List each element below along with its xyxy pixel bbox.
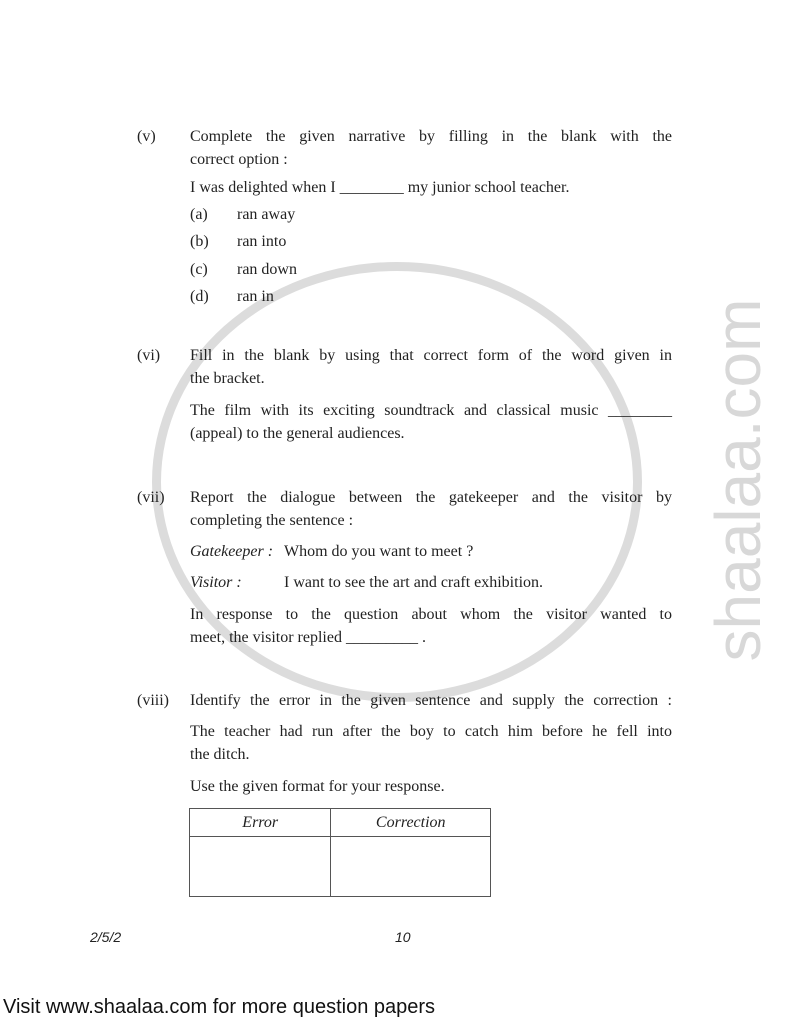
option-text: ran into	[237, 233, 287, 250]
question-body: The film with its exciting soundtrack and classical music ________	[190, 402, 672, 419]
page-number: 10	[395, 929, 411, 945]
error-cell	[190, 837, 331, 897]
option-letter: (b)	[190, 233, 209, 250]
question-text: Identify the error in the given sentence and supply the correction :	[190, 692, 672, 709]
question-sentence: I was delighted when I ________ my junior school teacher.	[190, 179, 570, 196]
question-number: (vi)	[137, 347, 161, 364]
option-text: ran in	[237, 288, 274, 305]
table-header-correction: Correction	[331, 809, 491, 837]
option-letter: (c)	[190, 261, 208, 278]
table-header-error: Error	[190, 809, 331, 837]
option-text: ran down	[237, 261, 297, 278]
option-text: ran away	[237, 206, 296, 223]
format-instruction: Use the given format for your response.	[190, 778, 445, 795]
question-number: (vii)	[137, 489, 165, 506]
watermark-text: shaalaa.com	[702, 298, 774, 662]
question-text: Fill in the blank by using that correct form of the word given in	[190, 347, 672, 364]
dialogue-line: I want to see the art and craft exhibition.	[284, 574, 544, 591]
question-text: Report the dialogue between the gatekeeper and the visitor by	[190, 489, 672, 506]
question-text: the bracket.	[190, 370, 265, 387]
question-text: completing the sentence :	[190, 512, 354, 529]
question-number: (v)	[137, 128, 156, 145]
question-body: In response to the question about whom the visitor wanted to	[190, 606, 672, 623]
site-banner[interactable]: Visit www.shaalaa.com for more question papers	[3, 996, 436, 1018]
question-body: the ditch.	[190, 746, 250, 763]
paper-code: 2/5/2	[90, 929, 122, 945]
question-text: correct option :	[190, 151, 288, 168]
dialogue-line: Whom do you want to meet ?	[284, 543, 474, 560]
question-body: meet, the visitor replied _________ .	[190, 629, 426, 646]
option-letter: (d)	[190, 288, 209, 305]
question-text: Complete the given narrative by filling in the blank with the	[190, 128, 672, 145]
question-body: The teacher had run after the boy to catch him before he fell into	[190, 723, 672, 740]
correction-cell	[331, 837, 491, 897]
question-number: (viii)	[137, 692, 169, 709]
error-correction-table	[189, 808, 491, 897]
dialogue-speaker: Gatekeeper :	[190, 543, 274, 560]
option-letter: (a)	[190, 206, 208, 223]
question-body: (appeal) to the general audiences.	[190, 425, 405, 442]
dialogue-speaker: Visitor :	[190, 574, 242, 591]
